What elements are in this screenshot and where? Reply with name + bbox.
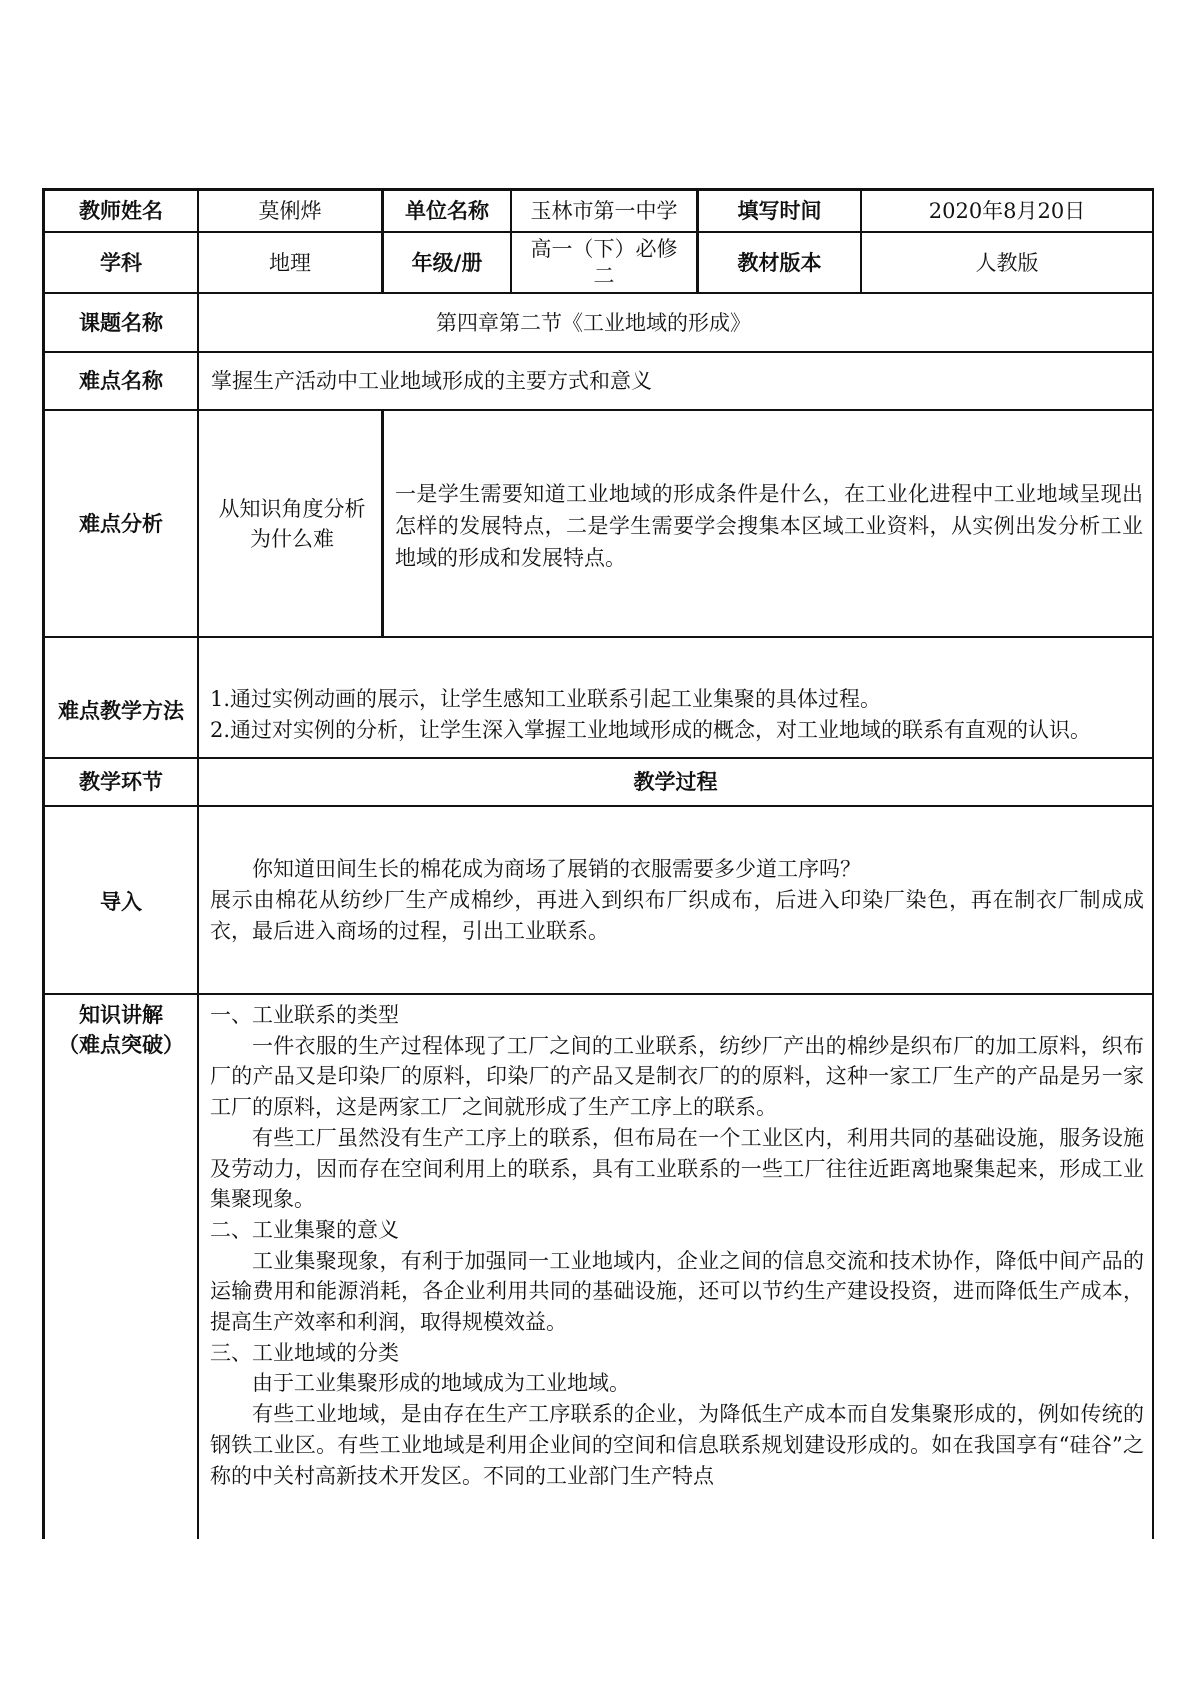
- teacher-name-label: 教师姓名: [79, 198, 163, 223]
- difficulty-name-label: 难点名称: [79, 369, 163, 393]
- difficulty-name-value: 掌握生产活动中工业地域形成的主要方式和意义: [211, 369, 652, 393]
- textbook-edition-value: 人教版: [975, 250, 1039, 275]
- section-paragraph: 工业集聚现象，有利于加强同一工业地域内，企业之间的信息交流和技术协作，降低中间产品的运输费用和能源消耗，各企业利用共同的基础设施，还可以节约生产建设投资，进而降低生产成本，提高生产效率和利润，取得规模效益。: [210, 1248, 1144, 1335]
- table-right-border: [1152, 188, 1154, 1539]
- knowledge-label-cell: [45, 1000, 197, 1060]
- textbook-edition-label: 教材版本: [737, 250, 822, 275]
- unit-name-value: 玉林市第一中学: [530, 198, 678, 223]
- row-divider: [42, 636, 1154, 638]
- unit-name-label: 单位名称: [405, 198, 489, 223]
- row-divider: [42, 409, 1154, 411]
- method-item: 1.通过实例动画的展示，让学生感知工业联系引起工业集聚的具体过程。: [210, 687, 882, 711]
- label-column-divider: [197, 188, 199, 1539]
- intro-text: 展示由棉花从纺纱厂生产成棉纱，再进入到织布厂织成布，后进入印染厂染色，再在制衣厂制成成衣，最后进入商场的过程，引出工业联系。: [210, 888, 1144, 943]
- section-title: 一、工业联系的类型: [210, 1003, 399, 1027]
- section-title: 三、工业地域的分类: [210, 1340, 399, 1365]
- teaching-stage-header: 教学环节: [79, 770, 163, 794]
- section-title: 二、工业集聚的意义: [210, 1217, 399, 1242]
- topic-value: 第四章第二节《工业地域的形成》: [436, 310, 751, 335]
- knowledge-label-sub: （难点突破）: [58, 1033, 184, 1057]
- difficulty-analysis-text: 一是学生需要知道工业地域的形成条件是什么，在工业化进程中工业地域呈现出怎样的发展特点，二是学生需要学会搜集本区域工业资料，从实例出发分析工业地域的形成和发展特点。: [395, 482, 1143, 570]
- section-paragraph: 有些工业地域，是由存在生产工序联系的企业，为降低生产成本而自发集聚形成的，例如传统的钢铁工业区。有些工业地域是利用企业间的空间和信息联系规划建设形成的。如在我国享有“硅谷”之称的中关村高新技术开发区。不同的工业部门生产特点: [210, 1402, 1144, 1488]
- topic-label: 课题名称: [79, 310, 163, 335]
- section-paragraph: 有些工厂虽然没有生产工序上的联系，但布局在一个工业区内，利用共同的基础设施，服务设施及劳动力，因而存在空间利用上的联系，具有工业联系的一些工厂往往近距离地聚集起来，形成工业集聚现象。: [210, 1125, 1144, 1212]
- teaching-method-list: [210, 684, 1150, 746]
- teaching-method-label: 难点教学方法: [58, 698, 184, 723]
- row-divider: [42, 805, 1154, 807]
- difficulty-analysis-label: 难点分析: [79, 511, 163, 536]
- section-paragraph: 由于工业集聚形成的地域成为工业地域。: [252, 1371, 630, 1396]
- grade-value: 高一（下）必修二: [530, 236, 678, 288]
- knowledge-label: 知识讲解: [79, 1003, 163, 1027]
- analysis-sub-label: 从知识角度分析为什么难: [218, 496, 366, 551]
- intro-label: 导入: [100, 890, 142, 914]
- intro-question: 你知道田间生长的棉花成为商场了展销的衣服需要多少道工序吗？: [252, 857, 861, 881]
- teaching-process-header: 教学过程: [633, 770, 718, 794]
- row-divider: [42, 993, 1154, 995]
- section-paragraph: 一件衣服的生产过程体现了工厂之间的工业联系，纺纱厂产出的棉纱是织布厂的加工原料，织布厂的产品又是印染厂的原料，印染厂的产品又是制衣厂的的原料，这种一家工厂生产的产品是另一家工厂的原料，这是两家工厂之间就形成了生产工序上的联系。: [210, 1033, 1144, 1120]
- fill-date-label: 填写时间: [737, 198, 822, 223]
- teacher-name-value: 莫俐烨: [258, 198, 322, 223]
- knowledge-content: [210, 1000, 1144, 1491]
- subject-value: 地理: [269, 250, 311, 275]
- grade-label: 年级/册: [411, 250, 483, 275]
- intro-content: [210, 854, 1144, 947]
- subject-label: 学科: [100, 250, 142, 275]
- analysis-column-divider: [381, 410, 384, 637]
- fill-date-value: 2020年8月20日: [928, 198, 1086, 223]
- method-item: 2.通过对实例的分析，让学生深入掌握工业地域形成的概念，对工业地域的联系有直观的认识。: [210, 718, 1092, 742]
